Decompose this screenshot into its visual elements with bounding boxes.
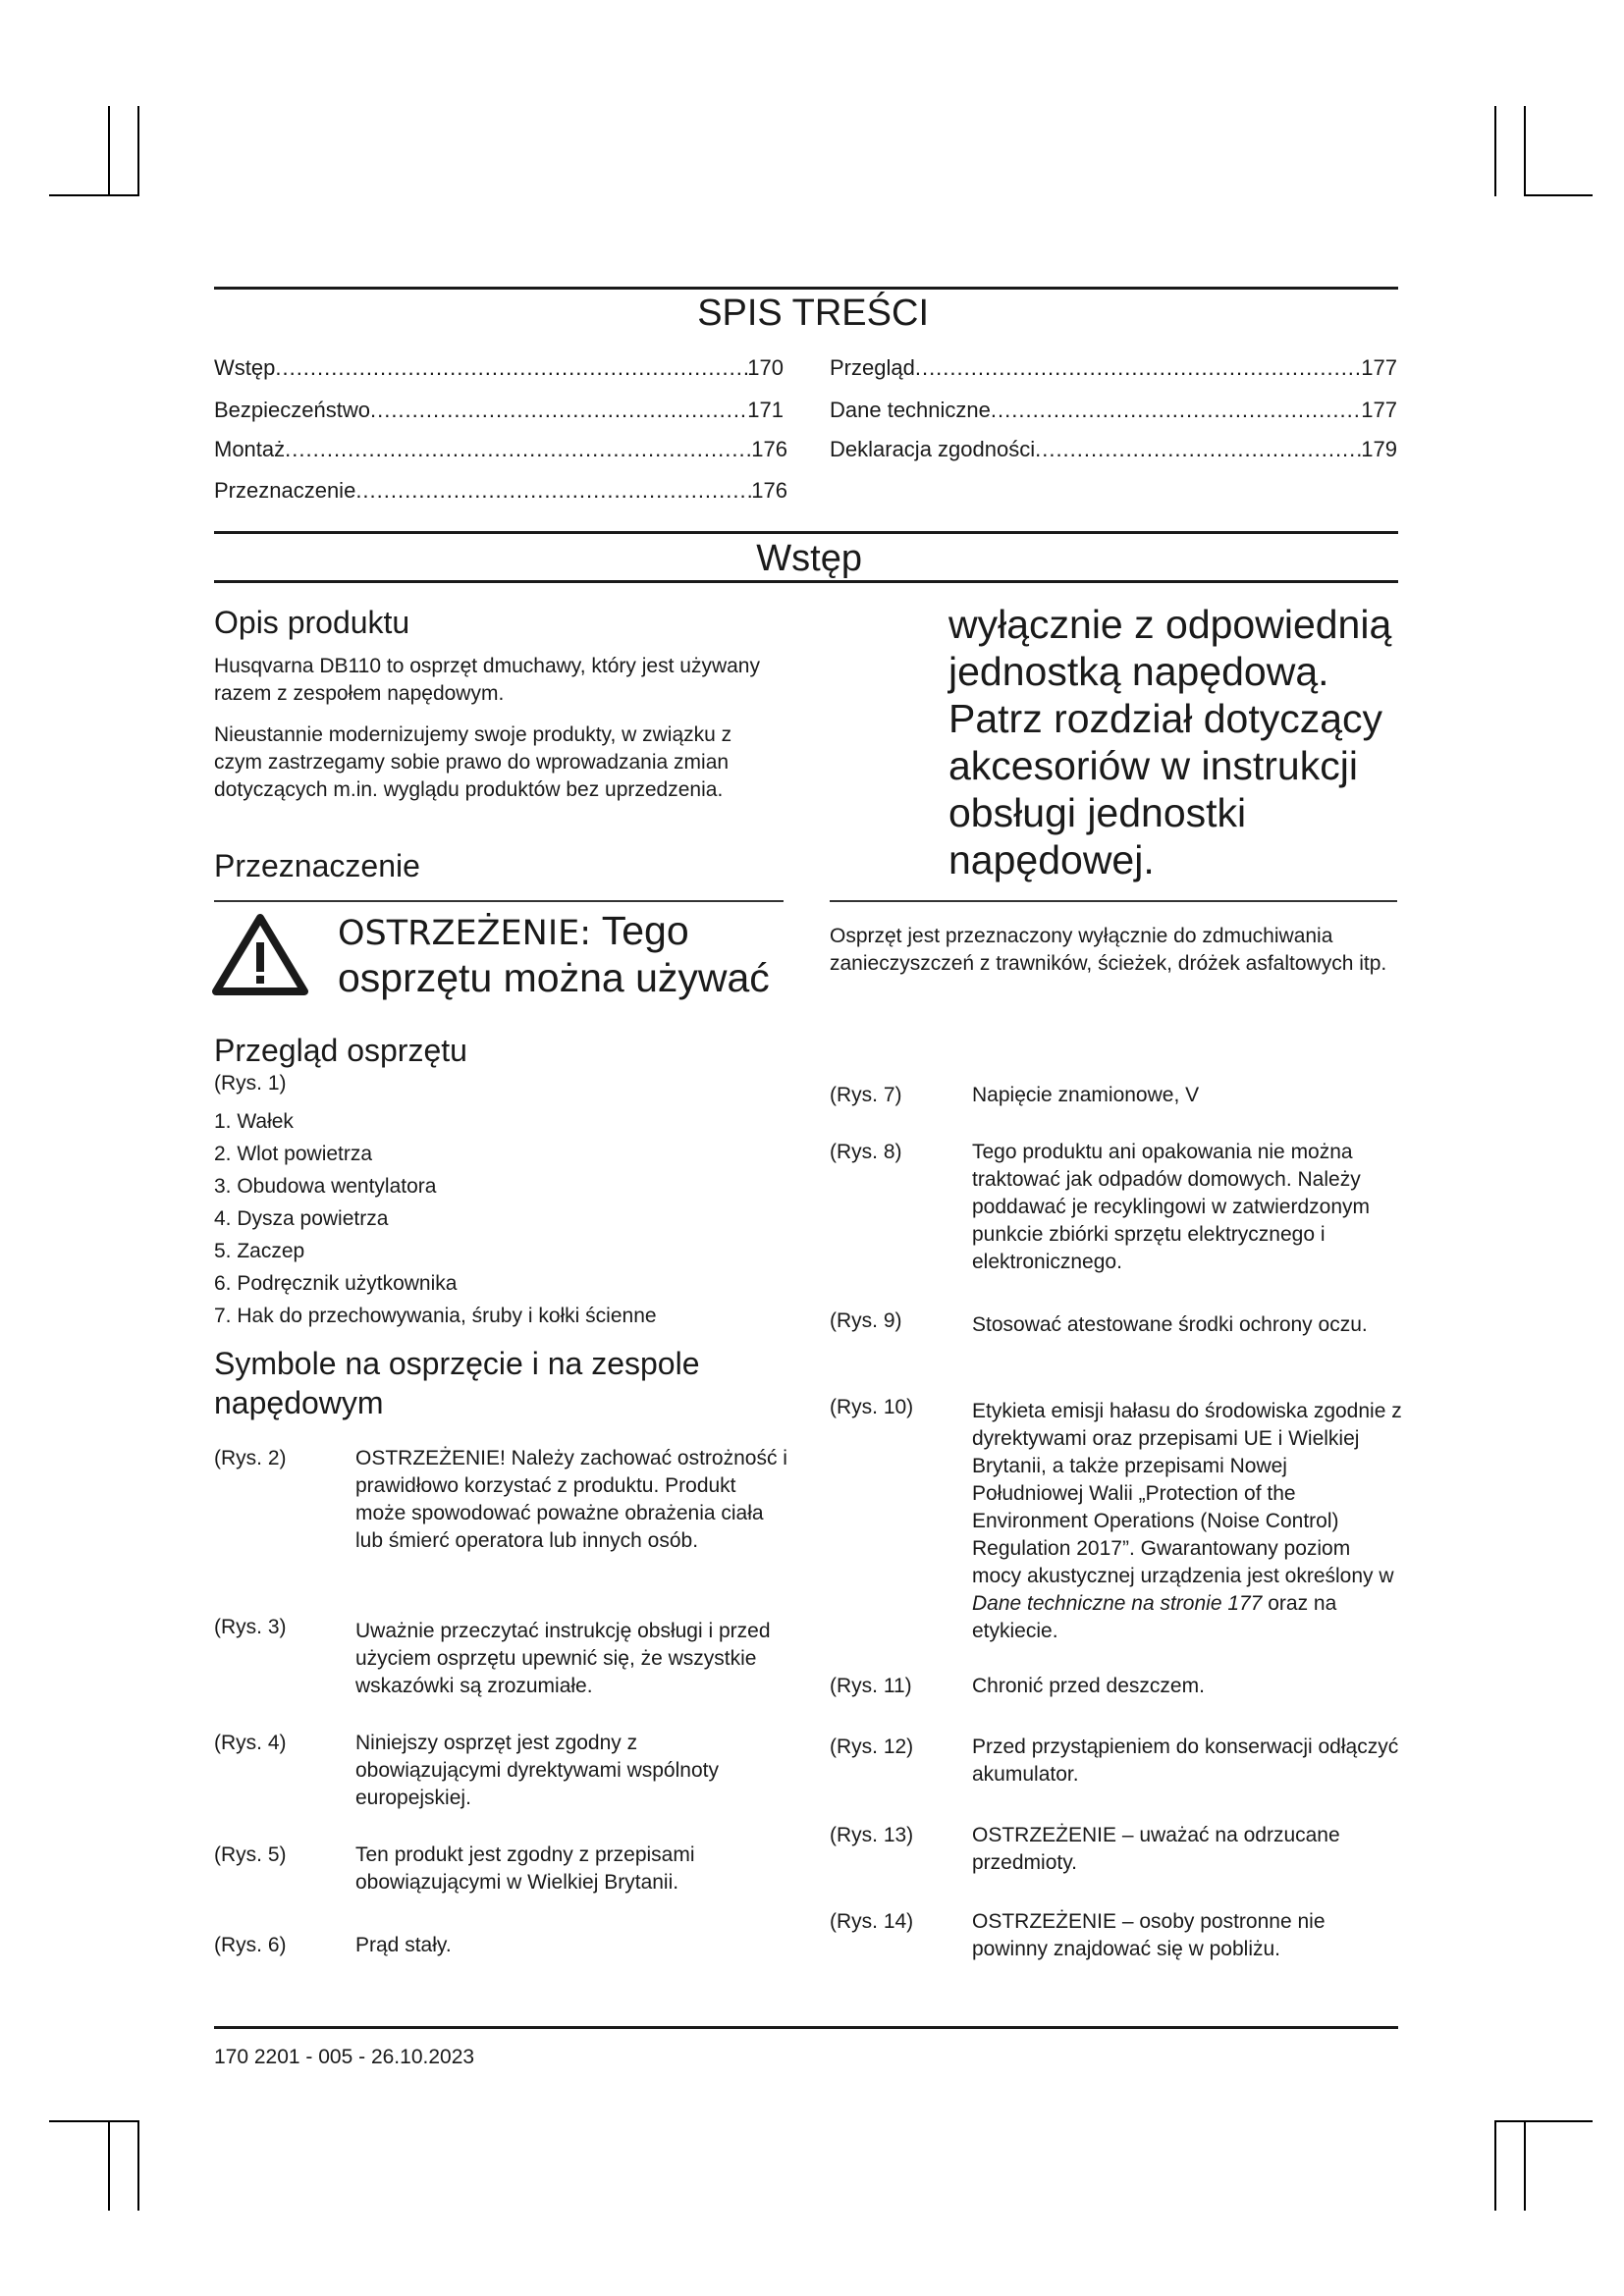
warning-cont-line: wyłącznie z odpowiednią — [948, 602, 1392, 647]
list-item: 6. Podręcznik użytkownika — [214, 1272, 458, 1295]
symbol-description: OSTRZEŻENIE – uważać na odrzucane przedmioty. — [972, 1824, 1340, 1874]
warning-cont-line: jednostką napędową. — [948, 649, 1329, 694]
list-item: 7. Hak do przechowywania, śruby i kołki ścienne — [214, 1305, 657, 1327]
symbol-ref: (Rys. 3) — [214, 1616, 287, 1638]
tech-data-link[interactable]: Dane techniczne na stronie 177 — [972, 1592, 1263, 1615]
warning-top-rule — [214, 900, 784, 902]
warning-line1-rest: Tego — [601, 908, 689, 953]
opis-paragraph-2: Nieustannie modernizujemy swoje produkty, w związku z czym zastrzegamy sobie prawo do wprowadzania zmian dotyczących m.in. wyglądu produktów bez uprzedzenia. — [214, 723, 732, 801]
przeglad-ref: (Rys. 1) — [214, 1072, 287, 1095]
warning-cont-line: Patrz rozdział dotyczący — [948, 696, 1383, 741]
toc-top-rule — [214, 287, 1398, 290]
przeglad-heading: Przegląd osprzętu — [214, 1033, 467, 1068]
symbol-description: Napięcie znamionowe, V — [972, 1084, 1200, 1106]
warning-line2: osprzętu można używać — [338, 955, 770, 1000]
footer-text: 170 2201 - 005 - 26.10.2023 — [214, 2046, 475, 2068]
list-item: 4. Dysza powietrza — [214, 1207, 389, 1230]
warning-cont-line: obsługi jednostki — [948, 790, 1247, 835]
list-item: 1. Wałek — [214, 1110, 294, 1133]
symbol-description: OSTRZEŻENIE – osoby postronne nie powinny znajdować się w pobliżu. — [972, 1910, 1326, 1960]
noise-label-text: Etykieta emisji hałasu do środowiska zgodnie z dyrektywami oraz przepisami UE i Wielkiej Brytanii, a także przepisami Nowej Południowej Walii „Protection of the Environment Operations (Noise Control) Regulation 2017”. Gwarantowany poziom mocy akustycznej urządzenia jest określony w — [972, 1400, 1402, 1587]
symbol-ref: (Rys. 9) — [830, 1309, 902, 1332]
warning-cont-line: napędowej. — [948, 837, 1155, 882]
symbol-ref: (Rys. 11) — [830, 1675, 912, 1697]
opis-heading: Opis produktu — [214, 605, 410, 640]
warning-triangle-icon — [212, 913, 308, 995]
symbol-ref: (Rys. 4) — [214, 1732, 287, 1754]
symbol-ref: (Rys. 7) — [830, 1084, 902, 1106]
symbol-ref: (Rys. 5) — [214, 1843, 287, 1866]
warning-label: OSTRZEŻENIE: — [338, 914, 592, 953]
noise-label-text-end: oraz na etykiecie. — [972, 1592, 1337, 1642]
symbol-description: Tego produktu ani opakowania nie można traktować jak odpadów domowych. Należy poddawać je recyklingowi w zatwierdzonym punkcie zbiórki sprzętu elektrycznego i elektronicznego. — [972, 1141, 1371, 1273]
symbol-description: Ten produkt jest zgodny z przepisami obowiązującymi w Wielkiej Brytanii. — [355, 1843, 695, 1894]
toc-entry[interactable]: Dane techniczne ..... 177 — [830, 398, 1397, 427]
opis-paragraph-1: Husqvarna DB110 to osprzęt dmuchawy, który jest używany razem z zespołem napędowym. — [214, 655, 760, 705]
symbol-ref: (Rys. 14) — [830, 1910, 914, 1933]
list-item: 3. Obudowa wentylatora — [214, 1175, 437, 1198]
toc-entry[interactable]: Montaż ..... 176 — [214, 437, 787, 466]
symbol-ref: (Rys. 6) — [214, 1934, 287, 1956]
list-item: 2. Wlot powietrza — [214, 1143, 373, 1165]
symbol-description: Stosować atestowane środki ochrony oczu. — [972, 1313, 1368, 1336]
symbole-heading-line2: napędowym — [214, 1385, 384, 1420]
symbol-ref: (Rys. 13) — [830, 1824, 914, 1846]
usage-paragraph: Osprzęt jest przeznaczony wyłącznie do zdmuchiwania zanieczyszczeń z trawników, ścieżek, dróżek asfaltowych itp. — [830, 925, 1387, 975]
symbol-description: Chronić przed deszczem. — [972, 1675, 1205, 1697]
toc-entry[interactable]: Przeznaczenie ..... 176 — [214, 478, 787, 507]
symbol-description — [972, 1398, 1404, 1645]
toc-entry[interactable]: Bezpieczeństwo ..... 171 — [214, 398, 784, 427]
toc-title: SPIS TREŚCI — [697, 293, 929, 334]
symbole-heading-line1: Symbole na osprzęcie i na zespole — [214, 1346, 700, 1381]
section-title: Wstęp — [756, 538, 862, 579]
symbol-description: Uważnie przeczytać instrukcję obsługi i przed użyciem osprzętu upewnić się, że wszystkie wskazówki są zrozumiałe. — [355, 1620, 771, 1697]
symbol-description: OSTRZEŻENIE! Należy zachować ostrożność i prawidłowo korzystać z produktu. Produkt może spowodować poważne obrażenia ciała lub śmierć operatora lub innych osób. — [355, 1447, 787, 1552]
toc-entry[interactable]: Deklaracja zgodności ..... 179 — [830, 437, 1397, 466]
symbol-description: Przed przystąpieniem do konserwacji odłączyć akumulator. — [972, 1735, 1399, 1786]
przeznaczenie-heading: Przeznaczenie — [214, 848, 420, 883]
warning-cont-line: akcesoriów w instrukcji — [948, 743, 1358, 788]
toc-entry[interactable]: Wstęp ..... 170 — [214, 355, 784, 385]
symbol-ref: (Rys. 10) — [830, 1396, 914, 1418]
list-item: 5. Zaczep — [214, 1240, 305, 1262]
symbol-description: Prąd stały. — [355, 1934, 452, 1956]
toc-entry[interactable]: Przegląd ..... 177 — [830, 355, 1397, 385]
footer-rule — [214, 2026, 1398, 2029]
section-top-rule — [214, 531, 1398, 534]
symbol-description: Niniejszy osprzęt jest zgodny z obowiązującymi dyrektywami wspólnoty europejskiej. — [355, 1732, 719, 1809]
symbol-ref: (Rys. 8) — [830, 1141, 902, 1163]
warning-bottom-rule — [830, 900, 1397, 902]
warning-text-start — [338, 907, 689, 957]
section-bottom-rule — [214, 580, 1398, 583]
symbol-ref: (Rys. 2) — [214, 1447, 287, 1469]
symbol-ref: (Rys. 12) — [830, 1735, 914, 1758]
